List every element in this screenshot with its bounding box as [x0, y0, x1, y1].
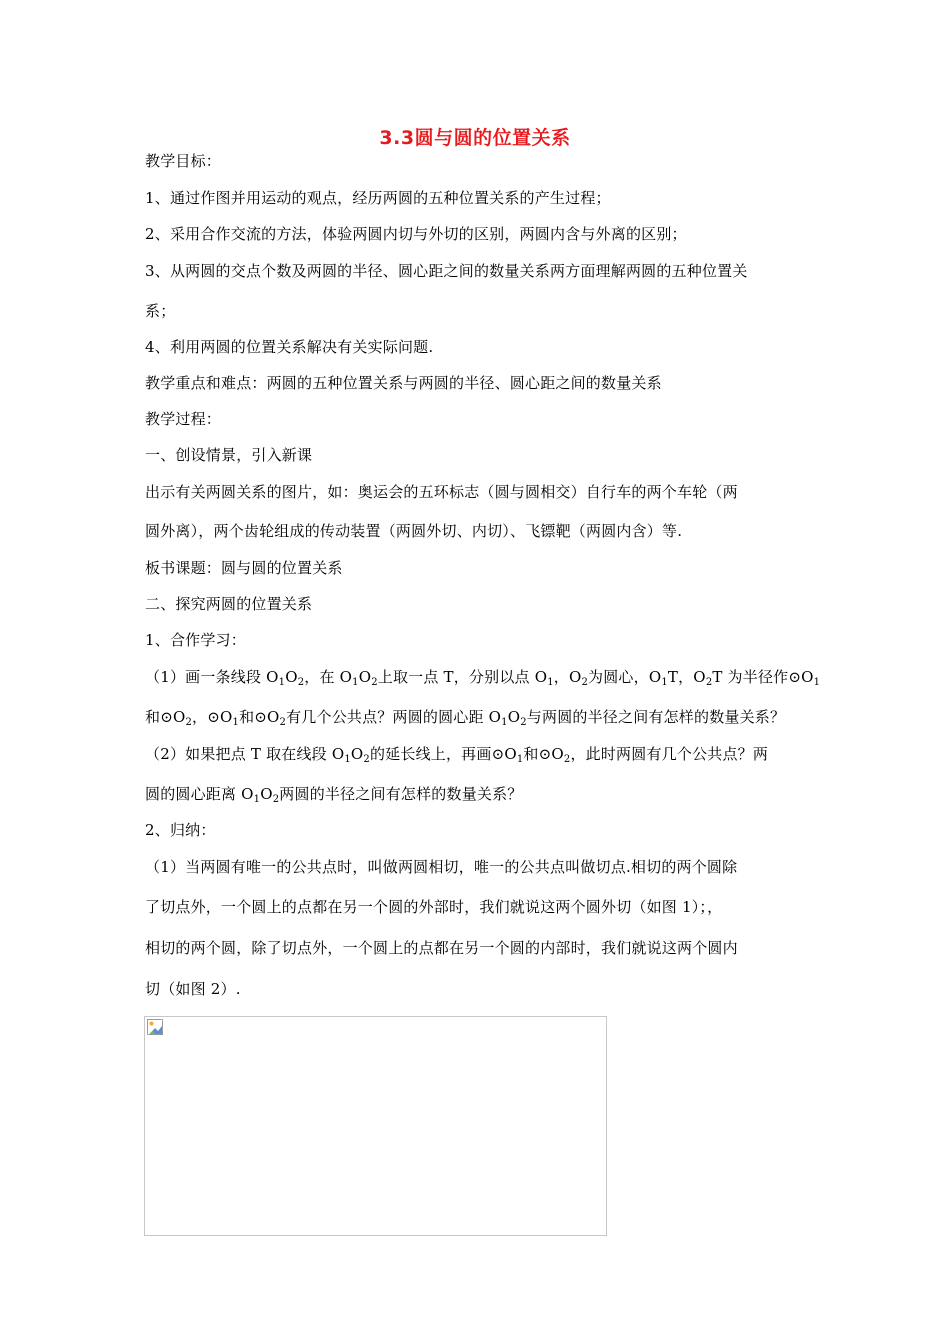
goal-3-line-1: 3、从两圆的交点个数及两圆的半径、圆心距之间的数量关系两方面理解两圆的五种位置关 [145, 262, 748, 280]
broken-image-icon [147, 1019, 163, 1035]
summary-line-3: 相切的两个圆，除了切点外，一个圆上的点都在另一个圆的内部时，我们就说这两个圆内 [145, 939, 738, 957]
board-title: 板书课题：圆与圆的位置关系 [145, 559, 343, 577]
summary-line-2: 了切点外，一个圆上的点都在另一个圆的外部时，我们就说这两个圆外切（如图 1）；， [145, 898, 723, 916]
intro-line-2: 圆外离），两个齿轮组成的传动装置（两圆外切、内切）、飞镖靶（两圆内含）等. [145, 522, 683, 540]
section-1-heading: 一、创设情景，引入新课 [145, 446, 313, 464]
summary-line-1: （1）当两圆有唯一的公共点时，叫做两圆相切，唯一的公共点叫做切点.相切的两个圆除 [145, 858, 738, 876]
goal-4: 4、利用两圆的位置关系解决有关实际问题. [145, 338, 434, 356]
coop-heading: 1、合作学习： [145, 631, 246, 649]
figure-placeholder [144, 1016, 607, 1236]
question-2-line-1: （2）如果把点 T 取在线段 $O_1O_2$的延长线上，再画$⊙O_1$和$⊙O_2$，此时两圆有几个公共点？两 [145, 745, 769, 765]
goals-heading: 教学目标： [145, 152, 222, 170]
summary-heading: 2、归纳： [145, 821, 216, 839]
question-1-line-1: （1）画一条线段 $O_1O_2$，在 $O_1O_2$上取一点 T，分别以点 $O_1$，$O_2$为圆心，$O_1T$，$O_2T$ 为半径作$⊙O_1$ [145, 668, 821, 688]
process-heading: 教学过程： [145, 410, 222, 428]
page-title: 3.3圆与圆的位置关系 [379, 127, 571, 149]
goal-1: 1、通过作图并用运动的观点，经历两圆的五种位置关系的产生过程； [145, 189, 611, 207]
question-1-line-2: 和$⊙O_2$，$⊙O_1$和$⊙O_2$有几个公共点？两圆的圆心距 $O_1O_2$与两圆的半径之间有怎样的数量关系？ [145, 708, 786, 728]
goal-2: 2、采用合作交流的方法，体验两圆内切与外切的区别，两圆内含与外离的区别； [145, 225, 687, 243]
intro-line-1: 出示有关两圆关系的图片，如：奥运会的五环标志（圆与圆相交）自行车的两个车轮（两 [145, 483, 738, 501]
summary-line-4: 切（如图 2）. [145, 980, 241, 998]
section-2-heading: 二、探究两圆的位置关系 [145, 595, 313, 613]
key-points: 教学重点和难点：两圆的五种位置关系与两圆的半径、圆心距之间的数量关系 [145, 374, 662, 392]
question-2-line-2: 圆的圆心距离 $O_1O_2$两圆的半径之间有怎样的数量关系？ [145, 785, 523, 805]
goal-3-line-2: 系； [145, 302, 176, 320]
